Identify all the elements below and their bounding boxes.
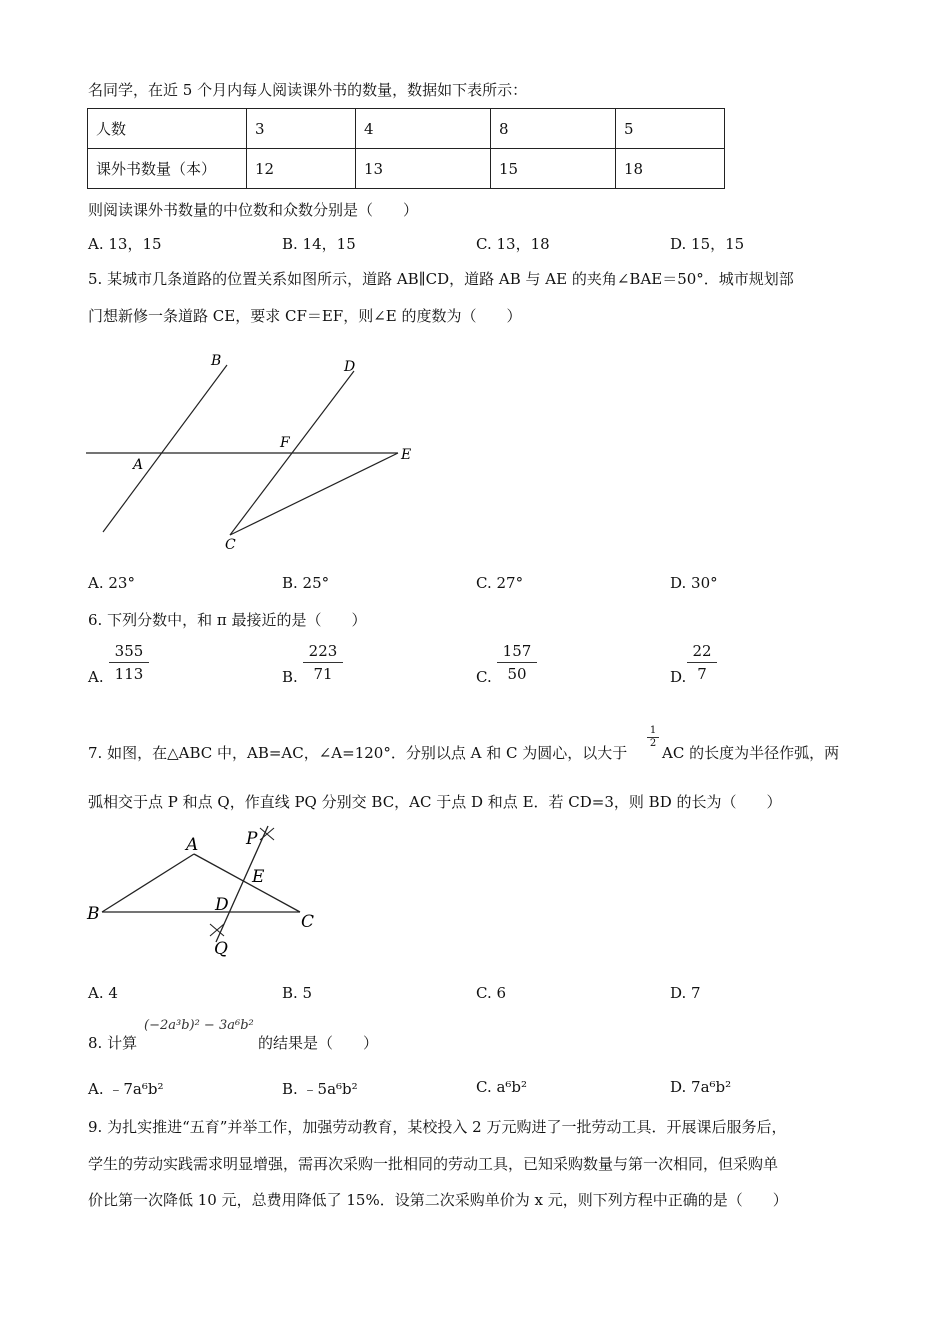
denominator: 71 [313, 665, 333, 683]
q4-option-b: B. 14，15 [282, 235, 356, 253]
table-cell: 18 [616, 149, 725, 189]
half-numerator: 1 [649, 725, 657, 736]
q7-option-c: C. 6 [476, 984, 507, 1002]
label-f: F [280, 435, 290, 451]
label-e: E [401, 447, 412, 463]
q9-stem-line3: 价比第一次降低 10 元，总费用降低了 15%．设第二次采购单价为 x 元，则下列方程中正确的是（ ） [88, 1191, 788, 1209]
q5-stem-line2: 门想新修一条道路 CE，要求 CF＝EF，则∠E 的度数为（ ） [88, 307, 522, 325]
q5-option-a: A. 23° [88, 574, 135, 592]
intro-line: 名同学，在近 5 个月内每人阅读课外书的数量，数据如下表所示： [88, 81, 528, 99]
label-a: A [186, 835, 199, 855]
books-table [87, 108, 725, 189]
denominator: 50 [507, 665, 527, 683]
table-cell: 4 [356, 109, 491, 149]
label-p: P [246, 829, 258, 849]
q4-option-d: D. 15，15 [670, 235, 745, 253]
q6-option-c-letter: C. [476, 668, 492, 686]
q6-option-b-fraction [303, 642, 343, 683]
segment-ba [102, 854, 194, 912]
label-b: B [87, 904, 100, 924]
q5-option-c: C. 27° [476, 574, 524, 592]
q8-option-c: C. a⁶b² [476, 1078, 528, 1096]
q7-stem-line1a: 7. 如图，在△ABC 中，AB=AC，∠A=120°．分别以点 A 和 C 为圆心，以大于 [88, 744, 628, 762]
q4-stem: 则阅读课外书数量的中位数和众数分别是（ ） [88, 201, 419, 219]
q6-option-a-letter: A. [88, 668, 104, 686]
half-fraction [647, 725, 659, 750]
segment-ac [194, 854, 300, 912]
label-b: B [211, 353, 222, 369]
label-d: D [344, 359, 356, 375]
label-c: C [225, 537, 236, 553]
q5-figure [80, 345, 425, 560]
q7-figure [80, 820, 330, 965]
table-cell: 3 [247, 109, 356, 149]
q7-stem-line2: 弧相交于点 P 和点 Q，作直线 PQ 分别交 BC，AC 于点 D 和点 E．若 CD=3，则 BD 的长为（ ） [88, 793, 782, 811]
denominator: 7 [697, 665, 707, 683]
q6-option-c-fraction [497, 642, 537, 683]
table-row [88, 109, 725, 149]
q8-option-a: A. ﹣7a⁶b² [88, 1080, 164, 1098]
line-ab [103, 365, 227, 532]
q6-stem: 6. 下列分数中，和 π 最接近的是（ ） [88, 611, 367, 629]
q5-option-d: D. 30° [670, 574, 718, 592]
numerator: 22 [687, 642, 717, 663]
numerator: 157 [497, 642, 537, 663]
q6-option-b-letter: B. [282, 668, 298, 686]
label-d: D [215, 895, 229, 915]
q6-option-d-fraction [687, 642, 717, 683]
q5-option-b: B. 25° [282, 574, 330, 592]
denominator: 113 [114, 665, 144, 683]
q8-option-d: D. 7a⁶b² [670, 1078, 732, 1096]
q5-stem-line1: 5. 某城市几条道路的位置关系如图所示，道路 AB∥CD，道路 AB 与 AE 的夹角∠BAE＝50°．城市规划部 [88, 270, 794, 288]
table-cell: 15 [491, 149, 616, 189]
q8-suffix: 的结果是（ ） [258, 1034, 379, 1052]
label-q: Q [214, 939, 228, 959]
q9-stem-line2: 学生的劳动实践需求明显增强，需再次采购一批相同的劳动工具，已知采购数量与第一次相同，但采购单 [88, 1155, 779, 1173]
q7-option-a: A. 4 [88, 984, 118, 1002]
line-ce [230, 453, 398, 535]
table-cell: 课外书数量（本） [88, 149, 247, 189]
table-cell: 12 [247, 149, 356, 189]
label-e: E [252, 867, 265, 887]
q7-stem-line1b: AC 的长度为半径作弧，两 [662, 744, 840, 762]
q4-option-c: C. 13，18 [476, 235, 550, 253]
numerator: 223 [303, 642, 343, 663]
q7-option-d: D. 7 [670, 984, 701, 1002]
q8-option-b: B. ﹣5a⁶b² [282, 1080, 358, 1098]
table-cell: 5 [616, 109, 725, 149]
label-a: A [133, 457, 144, 473]
numerator: 355 [109, 642, 149, 663]
table-row [88, 149, 725, 189]
q4-option-a: A. 13，15 [88, 235, 162, 253]
table-cell: 8 [491, 109, 616, 149]
q7-option-b: B. 5 [282, 984, 313, 1002]
q6-option-a-fraction [109, 642, 149, 683]
label-c: C [301, 912, 315, 932]
table-cell: 13 [356, 149, 491, 189]
q6-option-d-letter: D. [670, 668, 687, 686]
q9-stem-line1: 9. 为扎实推进“五育”并举工作，加强劳动教育，某校投入 2 万元购进了一批劳动工具．开展课后服务后， [88, 1118, 787, 1136]
q8-expression: (−2a³b)² − 3a⁶b² [144, 1018, 254, 1033]
half-denominator: 2 [647, 737, 659, 750]
table-cell: 人数 [88, 109, 247, 149]
q8-prefix: 8. 计算 [88, 1034, 138, 1052]
